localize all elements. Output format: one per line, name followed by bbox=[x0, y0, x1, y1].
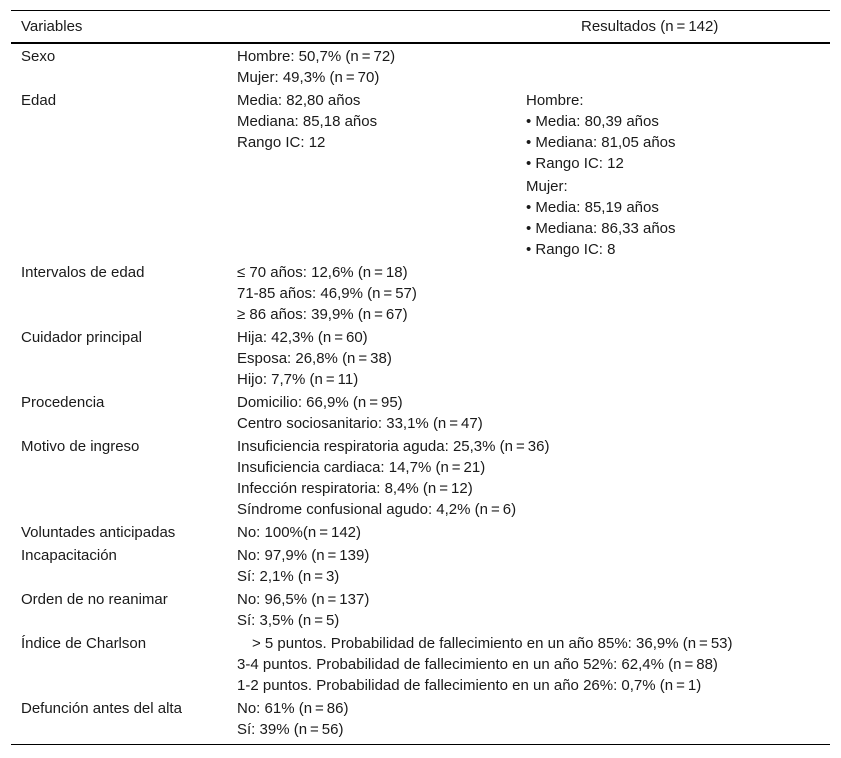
procedencia-line: Centro sociosanitario: 33,1% (n = 47) bbox=[237, 415, 483, 432]
row-label-edad: Edad bbox=[21, 92, 57, 109]
table-top-rule bbox=[11, 10, 830, 11]
incapacitacion-line: Sí: 2,1% (n = 3) bbox=[237, 568, 340, 585]
sexo-line: Hombre: 50,7% (n = 72) bbox=[237, 48, 396, 65]
cuidador-line: Hijo: 7,7% (n = 11) bbox=[237, 371, 359, 388]
edad-sub-line: • Rango IC: 12 bbox=[526, 155, 624, 172]
intervalos-line: ≤ 70 años: 12,6% (n = 18) bbox=[237, 264, 408, 281]
intervalos-line: 71-85 años: 46,9% (n = 57) bbox=[237, 285, 417, 302]
edad-sub-line: • Media: 80,39 años bbox=[526, 113, 659, 130]
row-label-charlson: Índice de Charlson bbox=[21, 635, 147, 652]
procedencia-line: Domicilio: 66,9% (n = 95) bbox=[237, 394, 403, 411]
edad-sub-line: Mujer: bbox=[526, 178, 568, 195]
cuidador-line: Esposa: 26,8% (n = 38) bbox=[237, 350, 392, 367]
edad-sub-line: • Mediana: 86,33 años bbox=[526, 220, 676, 237]
edad-sub-line: • Rango IC: 8 bbox=[526, 241, 616, 258]
header-variables: Variables bbox=[21, 18, 83, 35]
row-label-defuncion: Defunción antes del alta bbox=[21, 700, 182, 717]
defuncion-line: No: 61% (n = 86) bbox=[237, 700, 349, 717]
edad-sub-line: • Media: 85,19 años bbox=[526, 199, 659, 216]
results-table bbox=[11, 10, 830, 750]
voluntades-line: No: 100%(n = 142) bbox=[237, 524, 361, 541]
row-label-voluntades: Voluntades anticipadas bbox=[21, 524, 176, 541]
edad-sub-line: • Mediana: 81,05 años bbox=[526, 134, 676, 151]
charlson-line: 3-4 puntos. Probabilidad de fallecimiento en un año 52%: 62,4% (n = 88) bbox=[237, 656, 718, 673]
defuncion-line: Sí: 39% (n = 56) bbox=[237, 721, 344, 738]
header-resultados: Resultados (n = 142) bbox=[581, 18, 719, 35]
table-header-rule bbox=[11, 42, 830, 44]
row-label-intervalos: Intervalos de edad bbox=[21, 264, 145, 281]
row-label-procedencia: Procedencia bbox=[21, 394, 105, 411]
charlson-line: > 5 puntos. Probabilidad de fallecimiento en un año 85%: 36,9% (n = 53) bbox=[237, 635, 733, 652]
orden-line: Sí: 3,5% (n = 5) bbox=[237, 612, 340, 629]
edad-line: Mediana: 85,18 años bbox=[237, 113, 378, 130]
row-label-motivo: Motivo de ingreso bbox=[21, 438, 140, 455]
motivo-line: Insuficiencia respiratoria aguda: 25,3% (n = 36) bbox=[237, 438, 550, 455]
row-label-orden: Orden de no reanimar bbox=[21, 591, 168, 608]
sexo-line: Mujer: 49,3% (n = 70) bbox=[237, 69, 380, 86]
cuidador-line: Hija: 42,3% (n = 60) bbox=[237, 329, 368, 346]
motivo-line: Insuficiencia cardiaca: 14,7% (n = 21) bbox=[237, 459, 486, 476]
edad-line: Media: 82,80 años bbox=[237, 92, 361, 109]
motivo-line: Infección respiratoria: 8,4% (n = 12) bbox=[237, 480, 473, 497]
edad-line: Rango IC: 12 bbox=[237, 134, 326, 151]
row-label-sexo: Sexo bbox=[21, 48, 56, 65]
orden-line: No: 96,5% (n = 137) bbox=[237, 591, 370, 608]
charlson-line: 1-2 puntos. Probabilidad de fallecimiento en un año 26%: 0,7% (n = 1) bbox=[237, 677, 702, 694]
table-bottom-rule bbox=[11, 744, 830, 745]
intervalos-line: ≥ 86 años: 39,9% (n = 67) bbox=[237, 306, 408, 323]
row-label-incapacitacion: Incapacitación bbox=[21, 547, 117, 564]
motivo-line: Síndrome confusional agudo: 4,2% (n = 6) bbox=[237, 501, 517, 518]
incapacitacion-line: No: 97,9% (n = 139) bbox=[237, 547, 370, 564]
edad-sub-line: Hombre: bbox=[526, 92, 584, 109]
row-label-cuidador: Cuidador principal bbox=[21, 329, 142, 346]
